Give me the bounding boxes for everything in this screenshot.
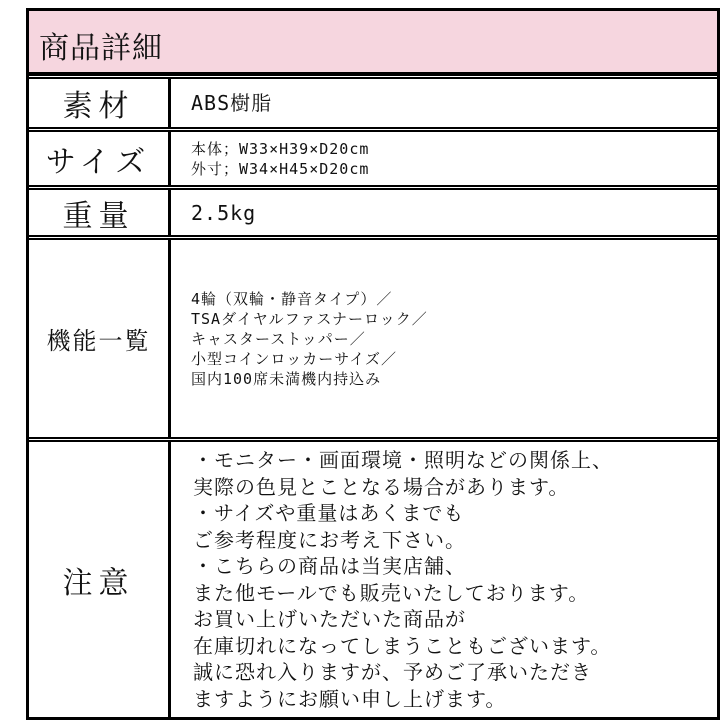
label-cell <box>29 79 171 127</box>
notice-line: ますようにお願い申し上げます。 <box>193 686 507 711</box>
row-size <box>29 132 717 185</box>
notice-line: ・こちらの商品は当実店舗、 <box>193 554 466 578</box>
row-weight <box>29 190 717 235</box>
value-cell <box>171 132 717 185</box>
size-label: サイズ <box>45 144 152 180</box>
title-bar <box>29 11 717 74</box>
value-cell <box>171 442 717 717</box>
label-cell <box>29 132 171 185</box>
feature-item: TSAダイヤルファスナーロック／ <box>191 309 428 328</box>
value-cell <box>171 240 717 437</box>
feature-item: 小型コインロッカーサイズ／ <box>191 349 398 368</box>
features-label: 機能一覧 <box>46 327 151 355</box>
row-material <box>29 79 717 127</box>
label-cell <box>29 190 171 235</box>
material-value: ABS樹脂 <box>191 91 273 115</box>
value-cell <box>171 190 717 235</box>
notice-line: 誠に恐れ入りますが、予めご了承いただき <box>193 660 592 684</box>
row-notice <box>29 442 717 717</box>
product-details-table <box>26 8 720 720</box>
size-outer-value: 外寸；W34×H45×D20cm <box>191 159 370 178</box>
notice-line: ・モニター・画面環境・照明などの関係上、 <box>193 448 613 472</box>
notice-line: ご参考程度にお考え下さい。 <box>193 527 466 552</box>
material-label: 素材 <box>62 89 135 124</box>
label-cell <box>29 240 171 437</box>
row-features <box>29 240 717 437</box>
feature-item: 国内100席未満機内持込み <box>191 369 382 388</box>
feature-item: 4輪（双輪・静音タイプ）／ <box>191 289 393 308</box>
notice-line: 実際の色見とことなる場合があります。 <box>193 474 570 499</box>
size-body-value: 本体；W33×H39×D20cm <box>191 139 370 158</box>
feature-item: キャスターストッパー／ <box>191 329 366 348</box>
value-cell <box>171 79 717 127</box>
weight-value: 2.5kg <box>191 200 257 225</box>
notice-label: 注意 <box>62 565 135 601</box>
notice-line: 在庫切れになってしまうこともございます。 <box>193 633 612 658</box>
weight-label: 重量 <box>62 198 135 234</box>
label-cell <box>29 442 171 717</box>
notice-line: ・サイズや重量はあくまでも <box>193 501 465 525</box>
notice-line: お買い上げいただいた商品が <box>193 607 466 631</box>
notice-line: また他モールでも販売いたしております。 <box>193 580 590 605</box>
table-title: 商品詳細 <box>39 31 163 66</box>
